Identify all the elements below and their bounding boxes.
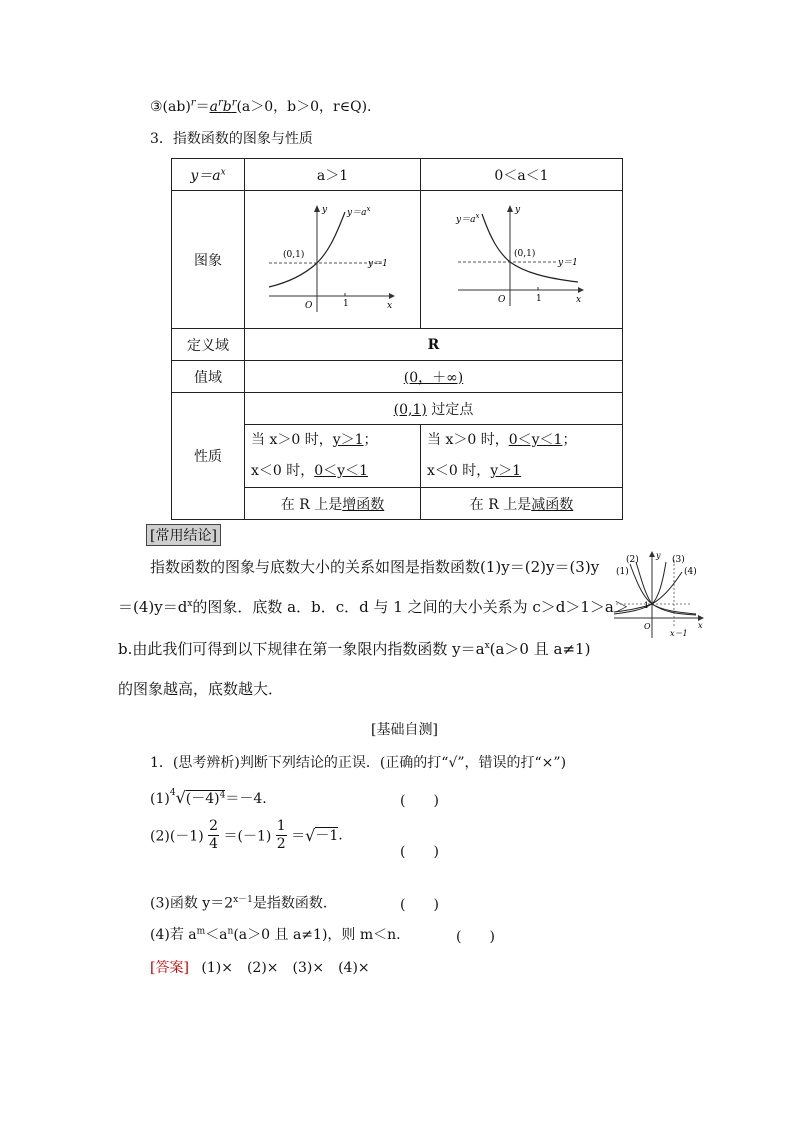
fig-xline-label: x＝1 xyxy=(670,629,688,638)
fig-one-label: 1 xyxy=(644,601,650,610)
monotonic-decreasing: 在 R 上是减函数 xyxy=(421,488,623,520)
exp-function-table xyxy=(171,158,623,520)
graph-decreasing-cell xyxy=(421,191,623,329)
fig-y-label: y xyxy=(656,551,661,560)
conclusion-line-1: 指数函数的图象与底数大小的关系如图是指数函数(1)y＝(2)y＝(3)y xyxy=(150,558,600,576)
decreasing-exp-graph xyxy=(454,202,589,317)
question-1-intro: 1．(思考辨析)判断下列结论的正误．(正确的打“√”，错误的打“×”) xyxy=(150,755,567,771)
item-1: $(1)^4√(-4)^4=-4$. xyxy=(150,788,267,807)
section-title: 3．指数函数的图象与性质 xyxy=(150,131,313,147)
row-label-range: 值域 xyxy=(172,361,245,393)
curve-2-label: (2) xyxy=(626,555,639,565)
graph-increasing-cell xyxy=(245,191,421,329)
item-2-answer-box[interactable]: ( ) xyxy=(400,844,439,860)
fixed-point-cell: (0,1) 过定点 xyxy=(245,393,623,425)
y-axis-label: y xyxy=(515,205,521,215)
header-cell-a-lt-1: 0＜a＜1 xyxy=(421,159,623,191)
fraction-2-4: $\frac{2}{4}$ xyxy=(209,818,219,852)
formula-line-3: $③(ab)^r=a^rb^r(a>0$，b＞0，r∈Q). xyxy=(150,97,372,115)
point-label: (0,1) xyxy=(514,249,536,259)
row-label-graph: 图象 xyxy=(172,191,245,329)
curve-label: $y=a^x$ xyxy=(347,205,371,218)
row-label-domain: 定义域 xyxy=(172,329,245,361)
conclusion-line-2: $=(4)y=d^x$的图象．底数 a．b．c．d 与 1 之间的大小关系为 c＞d＞1＞a＞ xyxy=(118,598,629,616)
conclusion-line-4: 的图象越高，底数越大． xyxy=(118,680,284,698)
origin-label: O xyxy=(305,301,313,311)
fig-origin-label: O xyxy=(644,622,651,631)
item-4: (4)若 $a^m<a^n(a>0$ 且 a≠1)，则 m＜n. xyxy=(150,926,401,943)
prop-increasing-values: 当 x＞0 时，y＞1； x＜0 时，0＜y＜1 xyxy=(245,425,421,488)
header-cell-a-gt-1: a＞1 xyxy=(245,159,421,191)
item-1-answer-box[interactable]: ( ) xyxy=(400,793,439,809)
point-label: (0,1) xyxy=(283,250,305,260)
row-label-properties: 性质 xyxy=(172,393,245,520)
fig-x-label: x xyxy=(698,621,703,630)
asymptote-label: y＝1 xyxy=(558,258,578,268)
x-axis-label: x xyxy=(576,295,582,305)
item-4-answer-box[interactable]: ( ) xyxy=(456,929,495,945)
curve-3-label: (3) xyxy=(672,555,685,565)
curve-4-label: (4) xyxy=(684,567,697,577)
monotonic-increasing: 在 R 上是增函数 xyxy=(245,488,421,520)
origin-label: O xyxy=(498,295,506,305)
curve-label: $y=a^x$ xyxy=(456,212,480,225)
curve-1-label: (1) xyxy=(616,567,629,577)
common-conclusion-badge: [常用结论] xyxy=(146,524,221,546)
self-test-title: [基础自测] xyxy=(371,722,438,738)
item-3-answer-box[interactable]: ( ) xyxy=(400,897,439,913)
fraction-1-2: $\frac{1}{2}$ xyxy=(276,818,286,852)
tick-1-label: 1 xyxy=(536,294,542,304)
y-axis-label: y xyxy=(322,205,328,215)
header-cell-func: $y=a^x$ xyxy=(172,159,245,191)
item-2: (2)(－1) $\frac{2}{4}$ ＝(－1) $\frac{1}{2}$ ＝√－1. xyxy=(150,818,343,852)
asymptote-label: y＝1 xyxy=(368,259,388,269)
x-axis-label: x xyxy=(387,301,393,311)
range-value: (0，＋∞) xyxy=(245,361,623,393)
item-3: (3)函数 $y=2^{x-1}$是指数函数． xyxy=(150,895,337,912)
answer-line xyxy=(150,957,370,977)
tick-1-label: 1 xyxy=(343,299,349,309)
domain-value: R xyxy=(245,329,623,361)
answer-label: [答案] xyxy=(150,960,189,976)
prop-decreasing-values: 当 x＞0 时，0＜y＜1； x＜0 时，y＞1 xyxy=(421,425,623,488)
increasing-exp-graph xyxy=(265,202,400,317)
base-comparison-figure xyxy=(612,550,707,640)
answer-text: (1)× (2)× (3)× (4)× xyxy=(201,960,370,976)
conclusion-line-3: b.由此我们可得到以下规律在第一象限内指数函数 $y=a^x(a>0$ 且 a≠1) xyxy=(118,640,591,658)
